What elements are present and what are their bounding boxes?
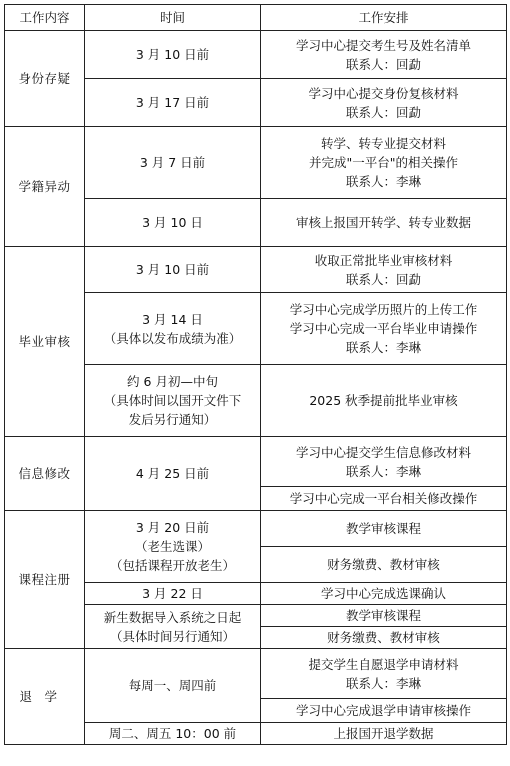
- task-cell: [261, 31, 507, 79]
- task-cell: 学习中心完成选课确认: [261, 583, 507, 605]
- header-time: 时间: [85, 5, 261, 31]
- time-cell: [85, 293, 261, 365]
- task-cell: [261, 79, 507, 127]
- time-note: （具体以发布成绩为准）: [103, 330, 242, 346]
- time-cell: 3 月 10 日: [85, 199, 261, 247]
- time-line: 3 月 20 日前: [135, 520, 210, 535]
- header-arrangement: 工作安排: [261, 5, 507, 31]
- time-note: （具体时间另行通知）: [109, 628, 235, 644]
- task-line: 学习中心提交考生号及姓名清单: [295, 37, 471, 53]
- time-cell: 3 月 7 日前: [85, 127, 261, 199]
- time-cell: 3 月 17 日前: [85, 79, 261, 127]
- time-note: （老生选课）: [134, 539, 210, 554]
- category-cell: 学籍异动: [5, 127, 85, 247]
- task-line: 收取正常批毕业审核材料: [314, 252, 453, 268]
- category-cell: 身份存疑: [5, 31, 85, 127]
- contact-line: 联系人：回勐: [345, 271, 421, 287]
- task-cell: 教学审核课程: [261, 511, 507, 547]
- task-line: 并完成"一平台"的相关操作: [309, 155, 458, 170]
- category-cell: 信息修改: [5, 437, 85, 511]
- task-cell: [261, 247, 507, 293]
- category-cell: 课程注册: [5, 511, 85, 649]
- contact-line: 联系人：李琳: [345, 340, 421, 355]
- table-row: [5, 127, 507, 199]
- contact-line: 联系人：李琳: [345, 675, 421, 691]
- time-line: 3 月 14 日: [142, 311, 203, 327]
- task-line: 提交学生自愿退学申请材料: [308, 656, 459, 672]
- time-cell: 每周一、周四前: [85, 649, 261, 723]
- task-cell: [261, 293, 507, 365]
- time-cell: 4 月 25 日前: [85, 437, 261, 511]
- table-row: [5, 511, 507, 547]
- task-line: 学习中心提交学生信息修改材料: [295, 444, 471, 460]
- task-cell: 上报国开退学数据: [261, 723, 507, 745]
- time-line: 新生数据导入系统之日起: [103, 609, 242, 625]
- table-row: [5, 247, 507, 293]
- task-line: 学习中心完成一平台毕业申请操作: [289, 321, 478, 336]
- task-cell: 2025 秋季提前批毕业审核: [261, 365, 507, 437]
- task-cell: 学习中心完成退学申请审核操作: [261, 699, 507, 723]
- contact-line: 联系人：回勐: [345, 104, 421, 120]
- task-cell: 审核上报国开转学、转专业数据: [261, 199, 507, 247]
- task-cell: [261, 649, 507, 699]
- contact-line: 联系人：李琳: [345, 463, 421, 479]
- header-category: 工作内容: [5, 5, 85, 31]
- time-line: 约 6 月初—中旬: [127, 374, 218, 389]
- time-note: 发后另行通知）: [128, 412, 217, 427]
- table-row: [5, 437, 507, 487]
- task-line: 转学、转专业提交材料: [320, 136, 446, 151]
- time-cell: [85, 365, 261, 437]
- time-cell: [85, 511, 261, 583]
- task-cell: 学习中心完成一平台相关修改操作: [261, 487, 507, 511]
- task-cell: 财务缴费、教材审核: [261, 627, 507, 649]
- time-cell: 3 月 22 日: [85, 583, 261, 605]
- category-cell: 毕业审核: [5, 247, 85, 437]
- time-note: （具体时间以国开文件下: [103, 393, 242, 408]
- task-cell: [261, 127, 507, 199]
- task-line: 学习中心提交身份复核材料: [308, 85, 459, 101]
- header-row: [5, 5, 507, 31]
- table-row: [5, 649, 507, 699]
- task-cell: 财务缴费、教材审核: [261, 547, 507, 583]
- time-note: （包括课程开放老生）: [109, 558, 235, 573]
- time-cell: 3 月 10 日前: [85, 247, 261, 293]
- task-cell: 教学审核课程: [261, 605, 507, 627]
- contact-line: 联系人：李琳: [345, 174, 421, 189]
- task-cell: [261, 437, 507, 487]
- time-cell: 周二、周五 10：00 前: [85, 723, 261, 745]
- contact-line: 联系人：回勐: [345, 56, 421, 72]
- time-cell: [85, 605, 261, 649]
- category-cell: 退学: [5, 649, 85, 745]
- table-row: [5, 31, 507, 79]
- time-cell: 3 月 10 日前: [85, 31, 261, 79]
- task-line: 学习中心完成学历照片的上传工作: [289, 302, 478, 317]
- work-schedule-table: [4, 4, 507, 745]
